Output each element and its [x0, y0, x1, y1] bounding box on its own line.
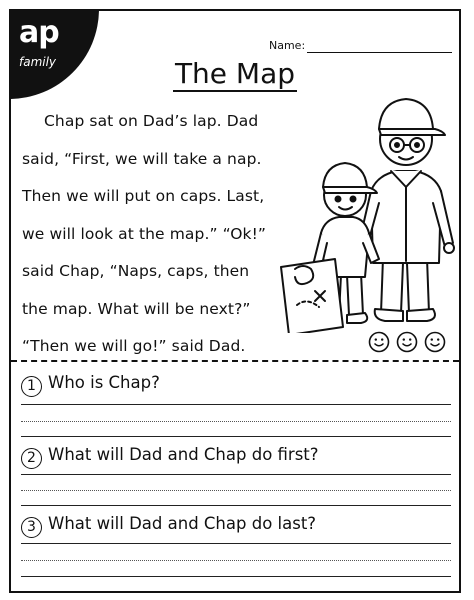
- answer-line[interactable]: [21, 576, 451, 577]
- answer-guide-line: [21, 421, 451, 422]
- title-text: The Map: [174, 57, 296, 90]
- answer-line[interactable]: [21, 436, 451, 437]
- question-number: 1: [21, 376, 42, 397]
- answer-guide-line: [21, 490, 451, 491]
- badge-subtitle: family: [19, 55, 57, 69]
- name-field[interactable]: [307, 52, 452, 53]
- badge-word: ap: [19, 15, 59, 50]
- name-label: Name:: [269, 39, 306, 52]
- question-3: [21, 514, 316, 538]
- story-line: “Then we will go!” said Dad.: [22, 337, 246, 355]
- question-text: Who is Chap?: [48, 373, 160, 392]
- question-text: What will Dad and Chap do last?: [48, 514, 317, 533]
- question-text: What will Dad and Chap do first?: [48, 445, 319, 464]
- story-line: Chap sat on Dad’s lap. Dad: [44, 112, 259, 130]
- dad-figure: [358, 99, 454, 321]
- story-illustration: [267, 83, 457, 333]
- question-number: 3: [21, 517, 42, 538]
- answer-line[interactable]: [21, 543, 451, 544]
- smiley-face-icon[interactable]: [396, 331, 418, 353]
- story-line: Then we will put on caps. Last,: [22, 187, 265, 205]
- answer-line[interactable]: [21, 505, 451, 506]
- question-number: 2: [21, 448, 42, 469]
- smiley-face-icon[interactable]: [424, 331, 446, 353]
- question-1: [21, 373, 160, 397]
- treasure-map: [281, 259, 343, 333]
- section-divider: [11, 360, 459, 362]
- story-line: said Chap, “Naps, caps, then: [22, 262, 250, 280]
- answer-guide-line: [21, 560, 451, 561]
- question-2: [21, 445, 319, 469]
- answer-line[interactable]: [21, 404, 451, 405]
- story-line: we will look at the map.” “Ok!”: [22, 224, 267, 243]
- rating-faces: [368, 331, 446, 353]
- worksheet: [9, 9, 461, 593]
- story-line: said, “First, we will take a nap.: [22, 149, 262, 168]
- smiley-face-icon[interactable]: [368, 331, 390, 353]
- answer-line[interactable]: [21, 474, 451, 475]
- story-line: the map. What will be next?”: [22, 299, 251, 318]
